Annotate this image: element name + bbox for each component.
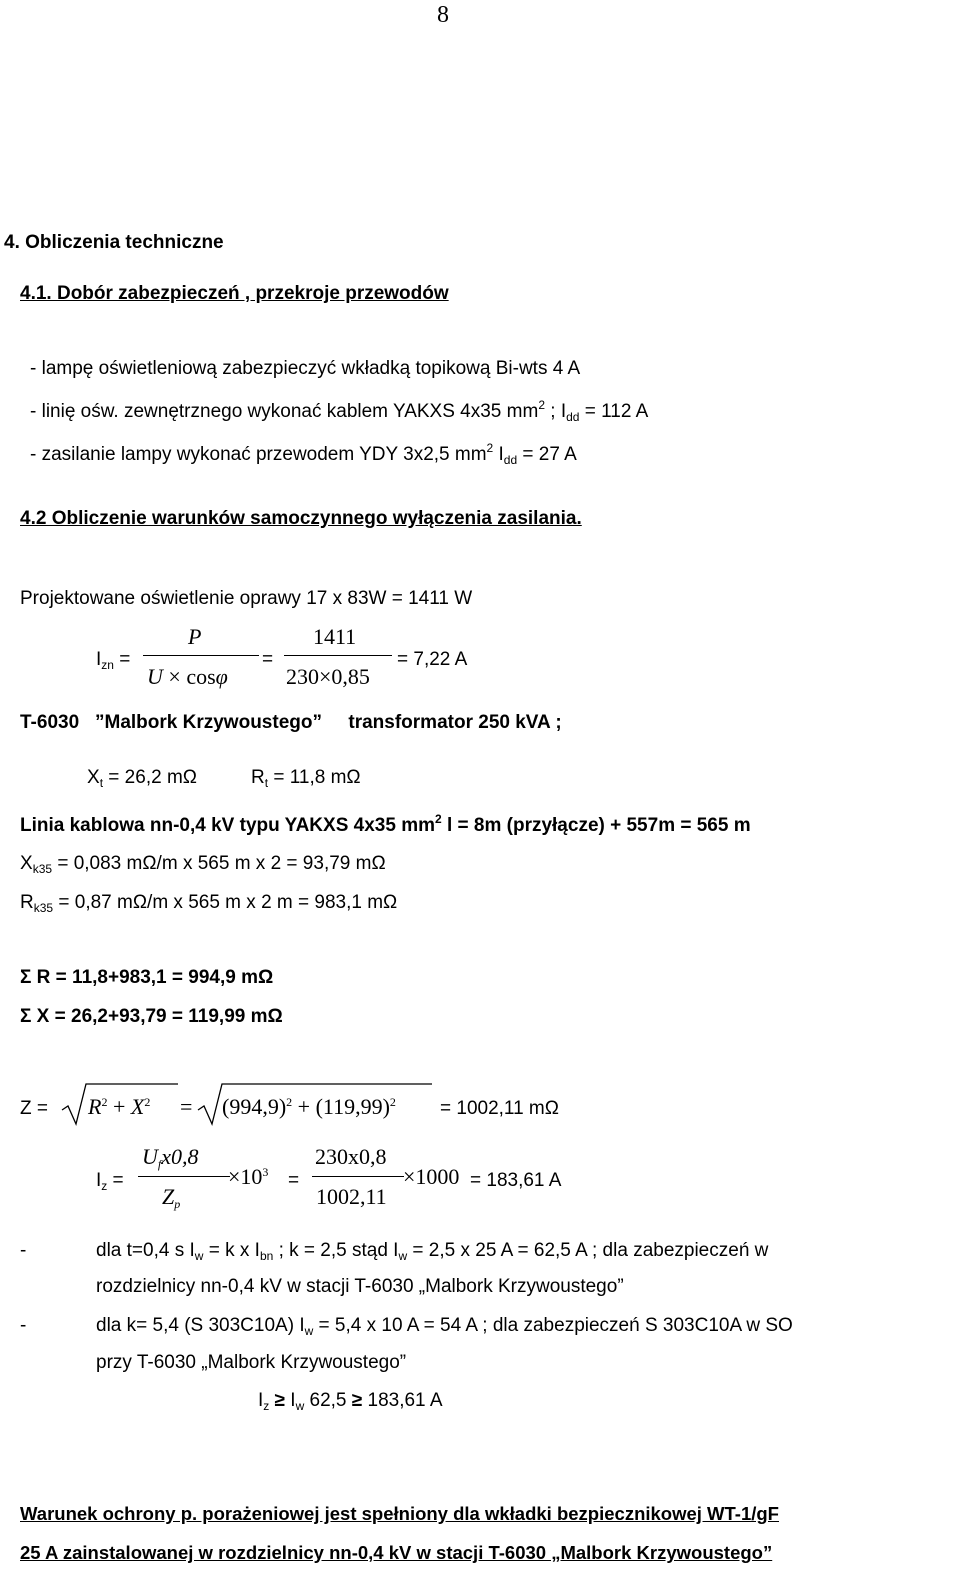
z-result: = 1002,11 mΩ (440, 1098, 559, 1119)
izn-fraction-line-1 (143, 655, 259, 656)
iz-den2: 1002,11 (316, 1184, 387, 1209)
iz-result: = 183,61 A (470, 1170, 562, 1191)
linia-line: Linia kablowa nn-0,4 kV typu YAKXS 4x35 $mm^2$ l = 8m (przyłącze) + 557m = 565 m (20, 812, 751, 836)
iz-fraction-line-2 (312, 1176, 404, 1177)
xt-value: $X_t = 26,2$ mΩ (87, 767, 197, 790)
iz-num1: $U_fx0,8$ (142, 1144, 199, 1171)
iz-label: $I_z$ = (96, 1170, 124, 1193)
heading-main: 4. Obliczenia techniczne (4, 232, 224, 253)
heading-4-1: 4.1. Dobór zabezpieczeń , przekroje przewodów (20, 283, 449, 304)
heading-4-2: 4.2 Obliczenie warunków samoczynnego wyłączenia zasilania. (20, 508, 582, 529)
iz-eq2: = (288, 1170, 300, 1191)
rk35-line: $R_{k35} = 0,87$ mΩ/m x 565 m x 2 m = 983,1 mΩ (20, 892, 398, 915)
conclusion-line-2: 25 A zainstalowanej w rozdzielnicy nn-0,4 kV w stacji T-6030 „Malbork Krzywoustego” (20, 1542, 773, 1563)
izn-num2: 1411 (313, 624, 357, 649)
bullet-1-line-1: dla t=0,4 s $I_w = k$ x $I_{bn}$ ; k = 2,5 stąd $I_w = 2,5$ x 25 A = 62,5 A ; dla zabezpieczeń w (96, 1240, 769, 1263)
z-radicand-2: $(994,9)^2 + (119,99)^2$ (222, 1094, 396, 1119)
list-item-1: - lampę oświetleniową zabezpieczyć wkładką topikową Bi-wts 4 A (30, 358, 581, 379)
list-item-3: - zasilanie lampy wykonać przewodem YDY 3x2,5 $mm^2$ $I_{dd} = 27$ A (30, 441, 577, 467)
iz-times-2: ×1000 (403, 1164, 460, 1189)
bullet-2-dash: - (20, 1315, 27, 1336)
izn-den2: 230×0,85 (286, 664, 370, 689)
xk35-line: $X_{k35} = 0,083$ mΩ/m x 565 m x 2 = 93,79 mΩ (20, 853, 386, 876)
sum-r-line: Σ R = 11,8+983,1 = 994,9 mΩ (20, 967, 274, 988)
list-item-2: - linię ośw. zewnętrznego wykonać kablem YAKXS 4x35 $mm^2$ ; $I_{dd} = 112$ A (30, 398, 649, 424)
transformer-line: T-6030 ”Malbork Krzywoustego” transformator 250 kVA ; (20, 712, 562, 733)
izn-fraction-line-2 (284, 655, 392, 656)
iz-fraction-line-1 (138, 1176, 230, 1177)
bullet-2-line-1: dla k= 5,4 (S 303C10A) $I_w = 5,4$ x 10 A = 54 A ; dla zabezpieczeń S 303C10A w SO (96, 1315, 793, 1338)
condition-line: $I_z \ge I_w$ 62,5 ≥ 183,61 A (258, 1390, 443, 1413)
bullet-1-line-2: rozdzielnicy nn-0,4 kV w stacji T-6030 „Malbork Krzywoustego” (96, 1276, 624, 1297)
izn-label: $I_{zn}$ = (96, 649, 131, 672)
iz-times-1: $\times 10^3$ (228, 1164, 269, 1189)
z-radicand-1: $R^2 + X^2$ (88, 1094, 151, 1119)
iz-den1: $Z_p$ (162, 1184, 181, 1211)
conclusion-line-1: Warunek ochrony p. porażeniowej jest spełniony dla wkładki bezpiecznikowej WT-1/gF (20, 1503, 779, 1524)
z-label: Z = (20, 1098, 48, 1119)
bullet-2-line-2: przy T-6030 „Malbork Krzywoustego” (96, 1352, 407, 1373)
projekt-line: Projektowane oświetlenie oprawy 17 x 83W = 1411 W (20, 588, 473, 609)
z-eq: = (180, 1094, 193, 1119)
iz-num2: 230x0,8 (315, 1144, 387, 1169)
bullet-1-dash: - (20, 1240, 27, 1261)
izn-num1: P (188, 624, 202, 649)
izn-eq2: = (262, 649, 274, 670)
sum-x-line: Σ X = 26,2+93,79 = 119,99 mΩ (20, 1006, 283, 1027)
izn-den1: U × cosφ (147, 664, 228, 689)
page-number: 8 (437, 2, 449, 28)
izn-result: = 7,22 A (397, 649, 468, 670)
rt-value: $R_t = 11,8$ mΩ (251, 767, 361, 790)
